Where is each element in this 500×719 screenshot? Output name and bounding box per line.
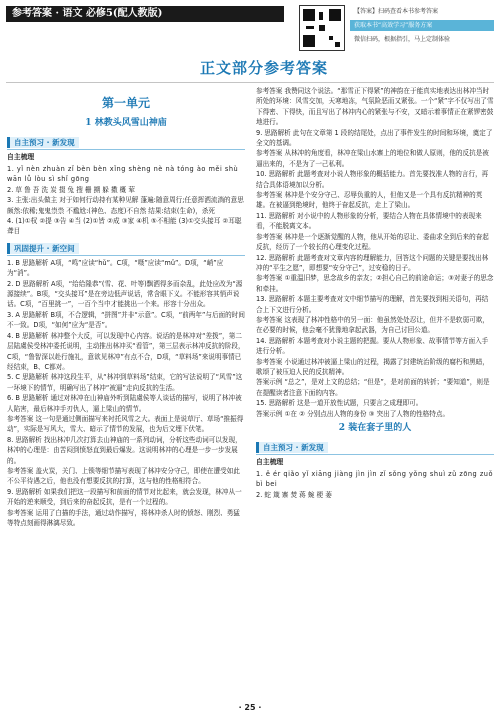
answer-item: 参考答案 运用了白描的手法，通过动作描写，将林冲杀人时的愤怒、刚烈、勇猛等特点刻画得淋漓尽致。: [7, 508, 240, 527]
answer-item: 参考答案 我赞同这个说法。“那雪正下得紧”的神韵在于能真实地表达出林冲当时所处的环境：风雪交加，天寒地冻，气氛险恶而又紧张。一个“紧”字不仅写出了雪下得密、下得快，而且写出了林冲内心的紧张与不安，又暗示着事情正在紧锣密鼓地进行。: [256, 87, 494, 127]
qr-info: [350, 6, 494, 48]
answer-item: 6. B 思路解析 通过对林冲在山神庙外听到陆虞侯等人谈话的描写，说明了林冲被人陷害，最后林冲手刃仇人，逼上梁山的情节。: [7, 394, 242, 413]
answer-item: 1. yǐ nèn zhuàn zǐ bèn bèn xǐng shèng nè nà tóng ào měi shù wān lǚ lòu sì shǐ gōng: [7, 165, 239, 184]
answer-item: 参考答案 ①重温旧梦，思念故乡的亲友；②担心自己的前途命运；③对妻子的思念和牵挂。: [256, 274, 494, 293]
answer-item: 10. 思路解析 此题考查对小说人物形象的概括能力。首先要找准人物的言行，再结合具体语境加以分析。: [256, 170, 489, 189]
page-header: [0, 0, 500, 60]
book-title-bar: 参考答案 · 语文 必修5(配人教版): [6, 6, 284, 22]
page-number: · 25 ·: [238, 703, 262, 712]
answer-item: 答案示例 “总之”，是对上文的总结；“但是”，是对前面的转折；“要知道”，则是在提醒读者注意下面的内容。: [256, 378, 490, 397]
qr-answer-label: 【答案】扫码查看本书参考答案: [350, 6, 494, 17]
answer-item: 4. (1)①权 ②提 ③告 ④当 (2)①皆 ②成 ③家 ④机 ⑤不相能 (3)①交头接耳 ②耳聪聋目: [7, 217, 242, 236]
answer-item: 14. 思路解析 本题考查对小说主题的把握。要从人物形象、故事情节等方面入手进行分析。: [256, 336, 489, 356]
answer-item: 参考答案 这表现了林冲性格中的另一面：他虽然处处忍让，但并不是软弱可欺，在必要的时候，他会毫不犹豫地拿起武器，为自己讨回公道。: [256, 315, 489, 335]
answer-item: 4. B 思路解析 林冲整个大反，可以发现中心内容。说话的是林冲对“差拨”，第二层陆虞侯受林冲委托说明，主动推出林冲买“看管”，第三层表示林冲反抗的阶段，C项，“鲁智深以赴行施礼，意欲见林冲”有点不合，D项，“草料场”来说明事情已经结束，B、C都对。: [7, 331, 245, 371]
answer-item: 参考答案 从林冲的角度看，林冲在梁山水寨上的地位和做人原则，他的反抗是被逼出来的，不是为了一己私利。: [256, 149, 489, 168]
section-consolidate: 巩固提升 · 新空间: [7, 242, 245, 256]
answer-item: 参考答案 林冲是个安分守己、忍辱负重的人，但他又是一个具有反抗精神的英雄。在被逼到绝境时，他终于奋起反抗，走上了梁山。: [256, 191, 483, 210]
answer-item: 3. 主张:出头做主 对于如何行动持有某种见解 蓬遍:随意周行;任意挥洒流淌的意思 颇然:依稀;鬼鬼祟祟 不尴尬:(神色、态度)不自然 结果:结束(生命)，杀死: [7, 196, 244, 215]
page-title: 正文部分参考答案: [200, 59, 329, 77]
answer-item: 9. 思路解析 如果我们把这一段描写和前面的情节对比起来，就会发现，林冲从一开始的逆来顺受，到后来的奋起反抗，是有一个过程的。: [7, 487, 242, 507]
answer-item: 答案示例 ①在 ② 分别点出人物的身份 ③ 突出了人物的性格特点。: [256, 409, 450, 418]
answer-item: 12. 思路解析 此题考查对文章内容的理解能力，回答这个问题的关键是要找出林冲的“平生之愿”，即想要“安分守己”，过安稳的日子。: [256, 253, 489, 272]
answer-item: 2. 草 鲁 吾 洗 炭 掇 兔 搜 栅 搠 躲 擞 概 荤: [7, 185, 135, 194]
self-check-heading: 自主梳理: [256, 458, 284, 466]
unit-title: 第一单元: [101, 96, 150, 110]
section-self-study: 自主预习 · 新发现: [256, 441, 494, 455]
answer-item: 参考答案 小说通过林冲被逼上梁山的过程，揭露了封建统治阶级的腐朽和黑暗，歌颂了被压迫人民的反抗精神。: [256, 357, 489, 376]
answer-item: 15. 思路解析 这是一道开放性试题，只要言之成理即可。: [256, 399, 423, 408]
answer-item: 3. A 思路解析 B项，不合逻辑，“拼图”并非“示意”。C项，“前两年”与后面的时间不一致。D项，“如何”应为“是否”。: [7, 310, 245, 330]
answer-item: 5. C 思路解析 林冲这段生平，从“林冲到草料场”结束，它的写法说明了“风雪”这一环境下的情节，明确写出了林冲“被逼”走向反抗的生活。: [7, 373, 243, 392]
answer-item: 9. 思路解析 此句在文章第 1 段的结尾处，点出了事件发生的时间和环境，奠定了全文的基调。: [256, 128, 493, 148]
answer-item: 1. B 思路解析 A项，“鸣”应读“hǔ”。C项，“嗫”应读“mǔ”。D项，“峭”应为“消”。: [7, 258, 224, 278]
qr-service-label: 获取本书“高效学习”服务方案: [350, 20, 494, 31]
answer-item: 2. 蛇 箴 寨 焚 蒋 蜿 梗 萎: [256, 490, 332, 499]
answer-item: 参考答案 这一句是通过侧面描写来衬托风雪之大。表面上是说草厅、草场“推振得动”，实际是写风大，雪大、暗示了情节的发展，也为后文埋下伏笔。: [7, 414, 244, 434]
answer-item: 参考答案 林冲是一个逐渐觉醒的人物，他从开始的忍让、委曲求全到后来的奋起反抗，经历了一个较长的心理变化过程。: [256, 232, 489, 252]
qr-scan-label: 微信扫码，根据指引，马上定制体验: [350, 34, 494, 45]
lesson-title: 2 装在套子里的人: [338, 423, 412, 433]
answer-item: 8. 思路解析 找出林冲几次打算去山神庙的一系列动词，分析这些动词可以发现，林冲的心理是：由苦闷到愤怒直到最后爆发。这说明林冲的心理是一步一步发展的。: [7, 435, 242, 465]
self-check-heading: 自主梳理: [7, 153, 35, 161]
qr-code-icon: [299, 5, 345, 51]
answer-item: 参考答案 盖火炭，关门、上锁等细节描写表现了林冲安分守己，即使在遭受如此不公平待遇之后，他也没有想要反抗的打算，这与他的性格相符合。: [7, 466, 240, 486]
right-column: [256, 86, 494, 686]
answer-item: 11. 思路解析 对小说中的人物形象的分析，要结合人物在具体情境中的表现来看，不能脱离文本。: [256, 211, 482, 231]
header-divider: [6, 82, 494, 83]
answer-item: 1. ě ér qiǎo yǐ xiāng jiàng jìn jìn zǐ sǒng yǒng shuì zǔ zōng zuǒ bì bei: [256, 470, 494, 489]
left-column: [7, 86, 245, 686]
answer-item: 2. D 思路解析 A项，“给给隆恭”(雪、花、叶等)飘洒得多而杂乱，此处应改为“源源接续”。B项，“交头接耳”是在旁边低声说话，常含眼下义。不能形容其悄声说话。C项，“百里挑一”，一百个当中才能挑出一个来。形容十分出众。: [7, 279, 243, 309]
answer-item: 13. 思路解析 本题主要考查对文中细节描写的理解，首先要找到相关语句，再结合上下文进行分析。: [256, 295, 489, 314]
section-self-study: 自主预习 · 新发现: [7, 136, 245, 150]
lesson-title: 1 林教头风雪山神庙: [85, 118, 167, 128]
